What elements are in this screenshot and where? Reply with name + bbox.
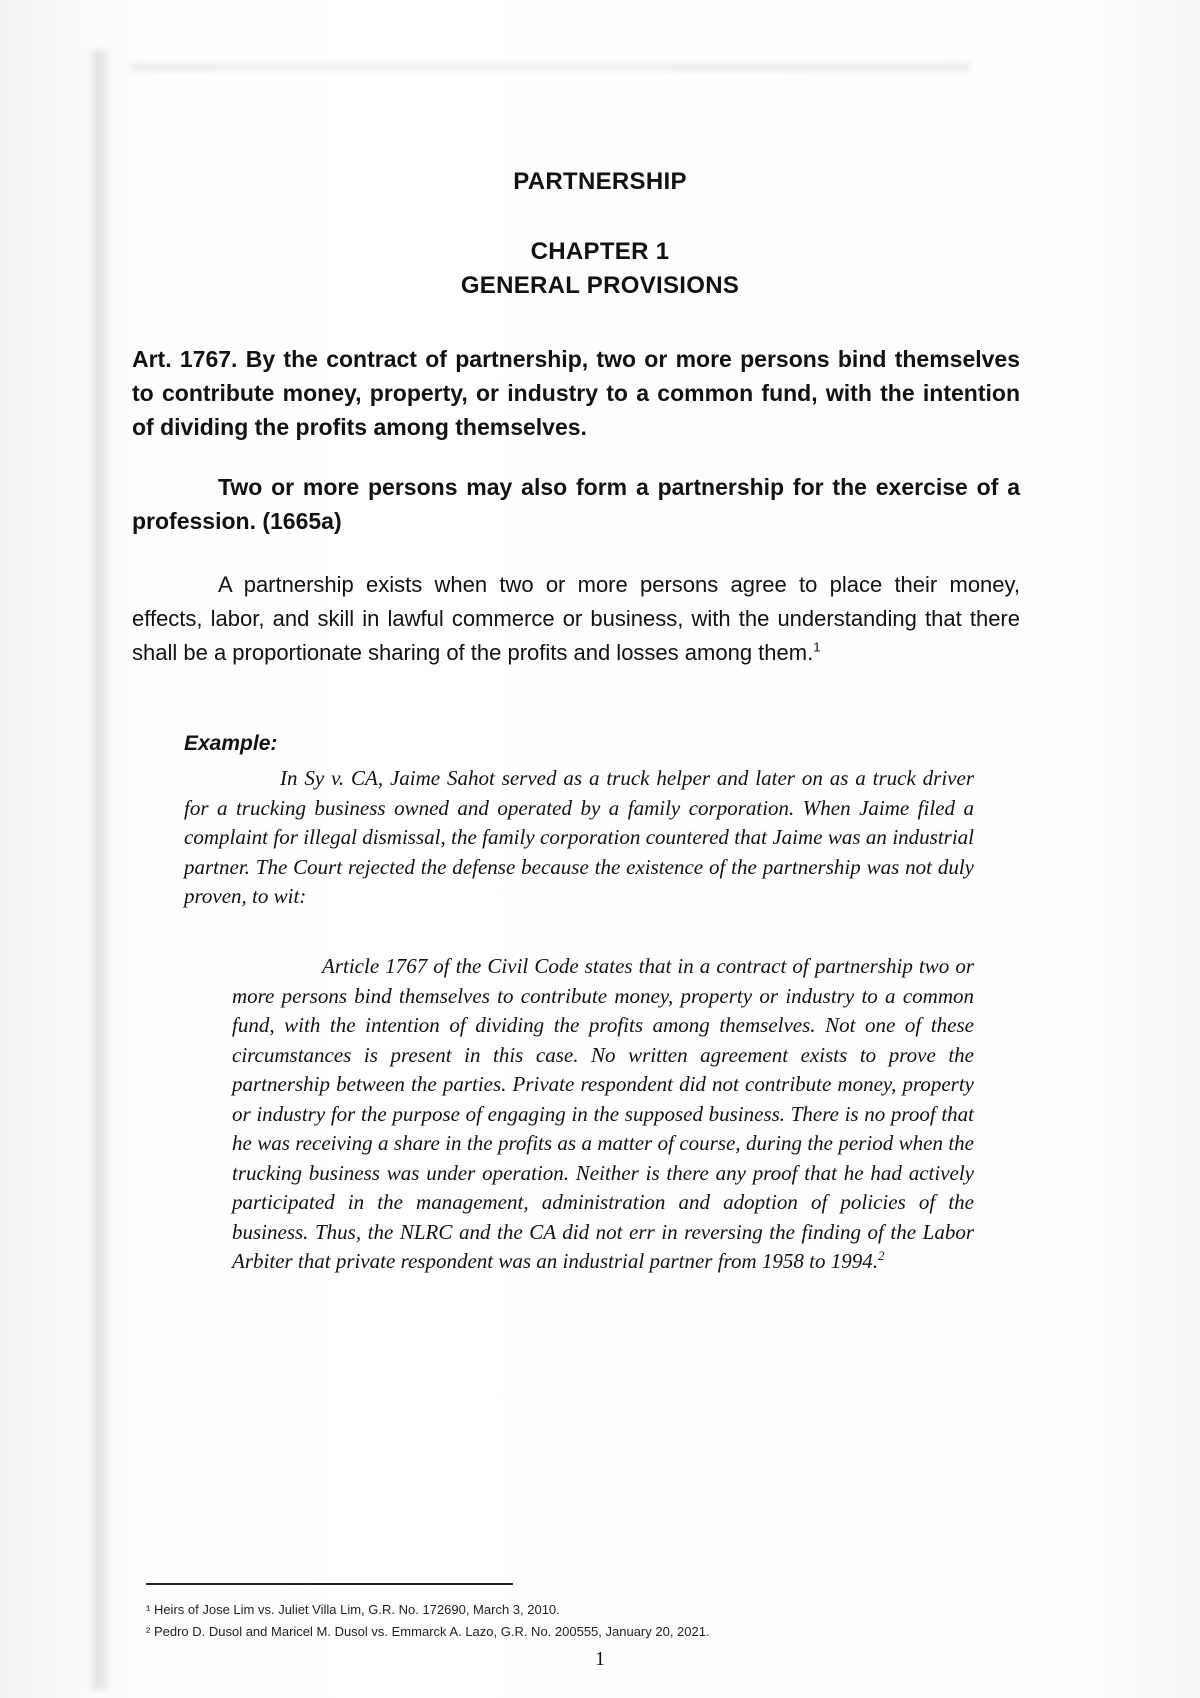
- footnote-reference-1: 1: [813, 639, 821, 655]
- footnote-2: ² Pedro D. Dusol and Maricel M. Dusol vs. Emmarck A. Lazo, G.R. No. 200555, January 20, 2021.: [146, 1624, 710, 1639]
- footnote-divider: [146, 1583, 513, 1585]
- chapter-title: GENERAL PROVISIONS: [460, 272, 740, 299]
- example-label: Example:: [184, 732, 278, 755]
- document-title: PARTNERSHIP: [513, 168, 687, 195]
- footnote-reference-2: 2: [877, 1248, 885, 1263]
- article-1767-paragraph: Art. 1767. By the contract of partnership, two or more persons bind themselves to contribute money, property, or industry to a common fund, with the intention of dividing the profits among themselves.: [132, 346, 1020, 440]
- commentary-text: A partnership exists when two or more persons agree to place their money, effects, labor, and skill in lawful commerce or business, with the understanding that there shall be a proportionate sharing of the profits and losses among them.: [132, 572, 1020, 665]
- footnote-1: ¹ Heirs of Jose Lim vs. Juliet Villa Lim, G.R. No. 172690, March 3, 2010.: [146, 1602, 560, 1617]
- bleed-through-text: [130, 62, 970, 72]
- page-number: 1: [595, 1648, 605, 1670]
- article-1767-second-paragraph: Two or more persons may also form a partnership for the exercise of a profession. (1665a): [132, 474, 1020, 534]
- commentary-paragraph: [132, 568, 1020, 670]
- block-quote-text: Article 1767 of the Civil Code states that in a contract of partnership two or more persons bind themselves to contribute money, property or industry to a common fund, with the intention of dividing the profits among themselves. Not one of these circumstances is present in this case. No written agreement exists to prove the partnership between the parties. Private respondent did not contribute money, property or industry for the purpose of engaging in the supposed business. There is no proof that he was receiving a share in the profits as a matter of course, during the period when the trucking business was under operation. Neither is there any proof that he had actively participated in the management, administration and adoption of policies of the business. Thus, the NLRC and the CA did not err in reversing the finding of the Labor Arbiter that private respondent was an industrial partner from 1958 to 1994.: [232, 954, 974, 1273]
- chapter-heading: CHAPTER 1: [530, 238, 670, 265]
- example-paragraph: In Sy v. CA, Jaime Sahot served as a truck helper and later on as a truck driver for a trucking business owned and operated by a family corporation. When Jaime filed a complaint for illegal dismissal, the family corporation countered that Jaime was an industrial partner. The Court rejected the defense because the existence of the partnership was not duly proven, to wit:: [184, 766, 974, 908]
- block-quote: [232, 952, 974, 1277]
